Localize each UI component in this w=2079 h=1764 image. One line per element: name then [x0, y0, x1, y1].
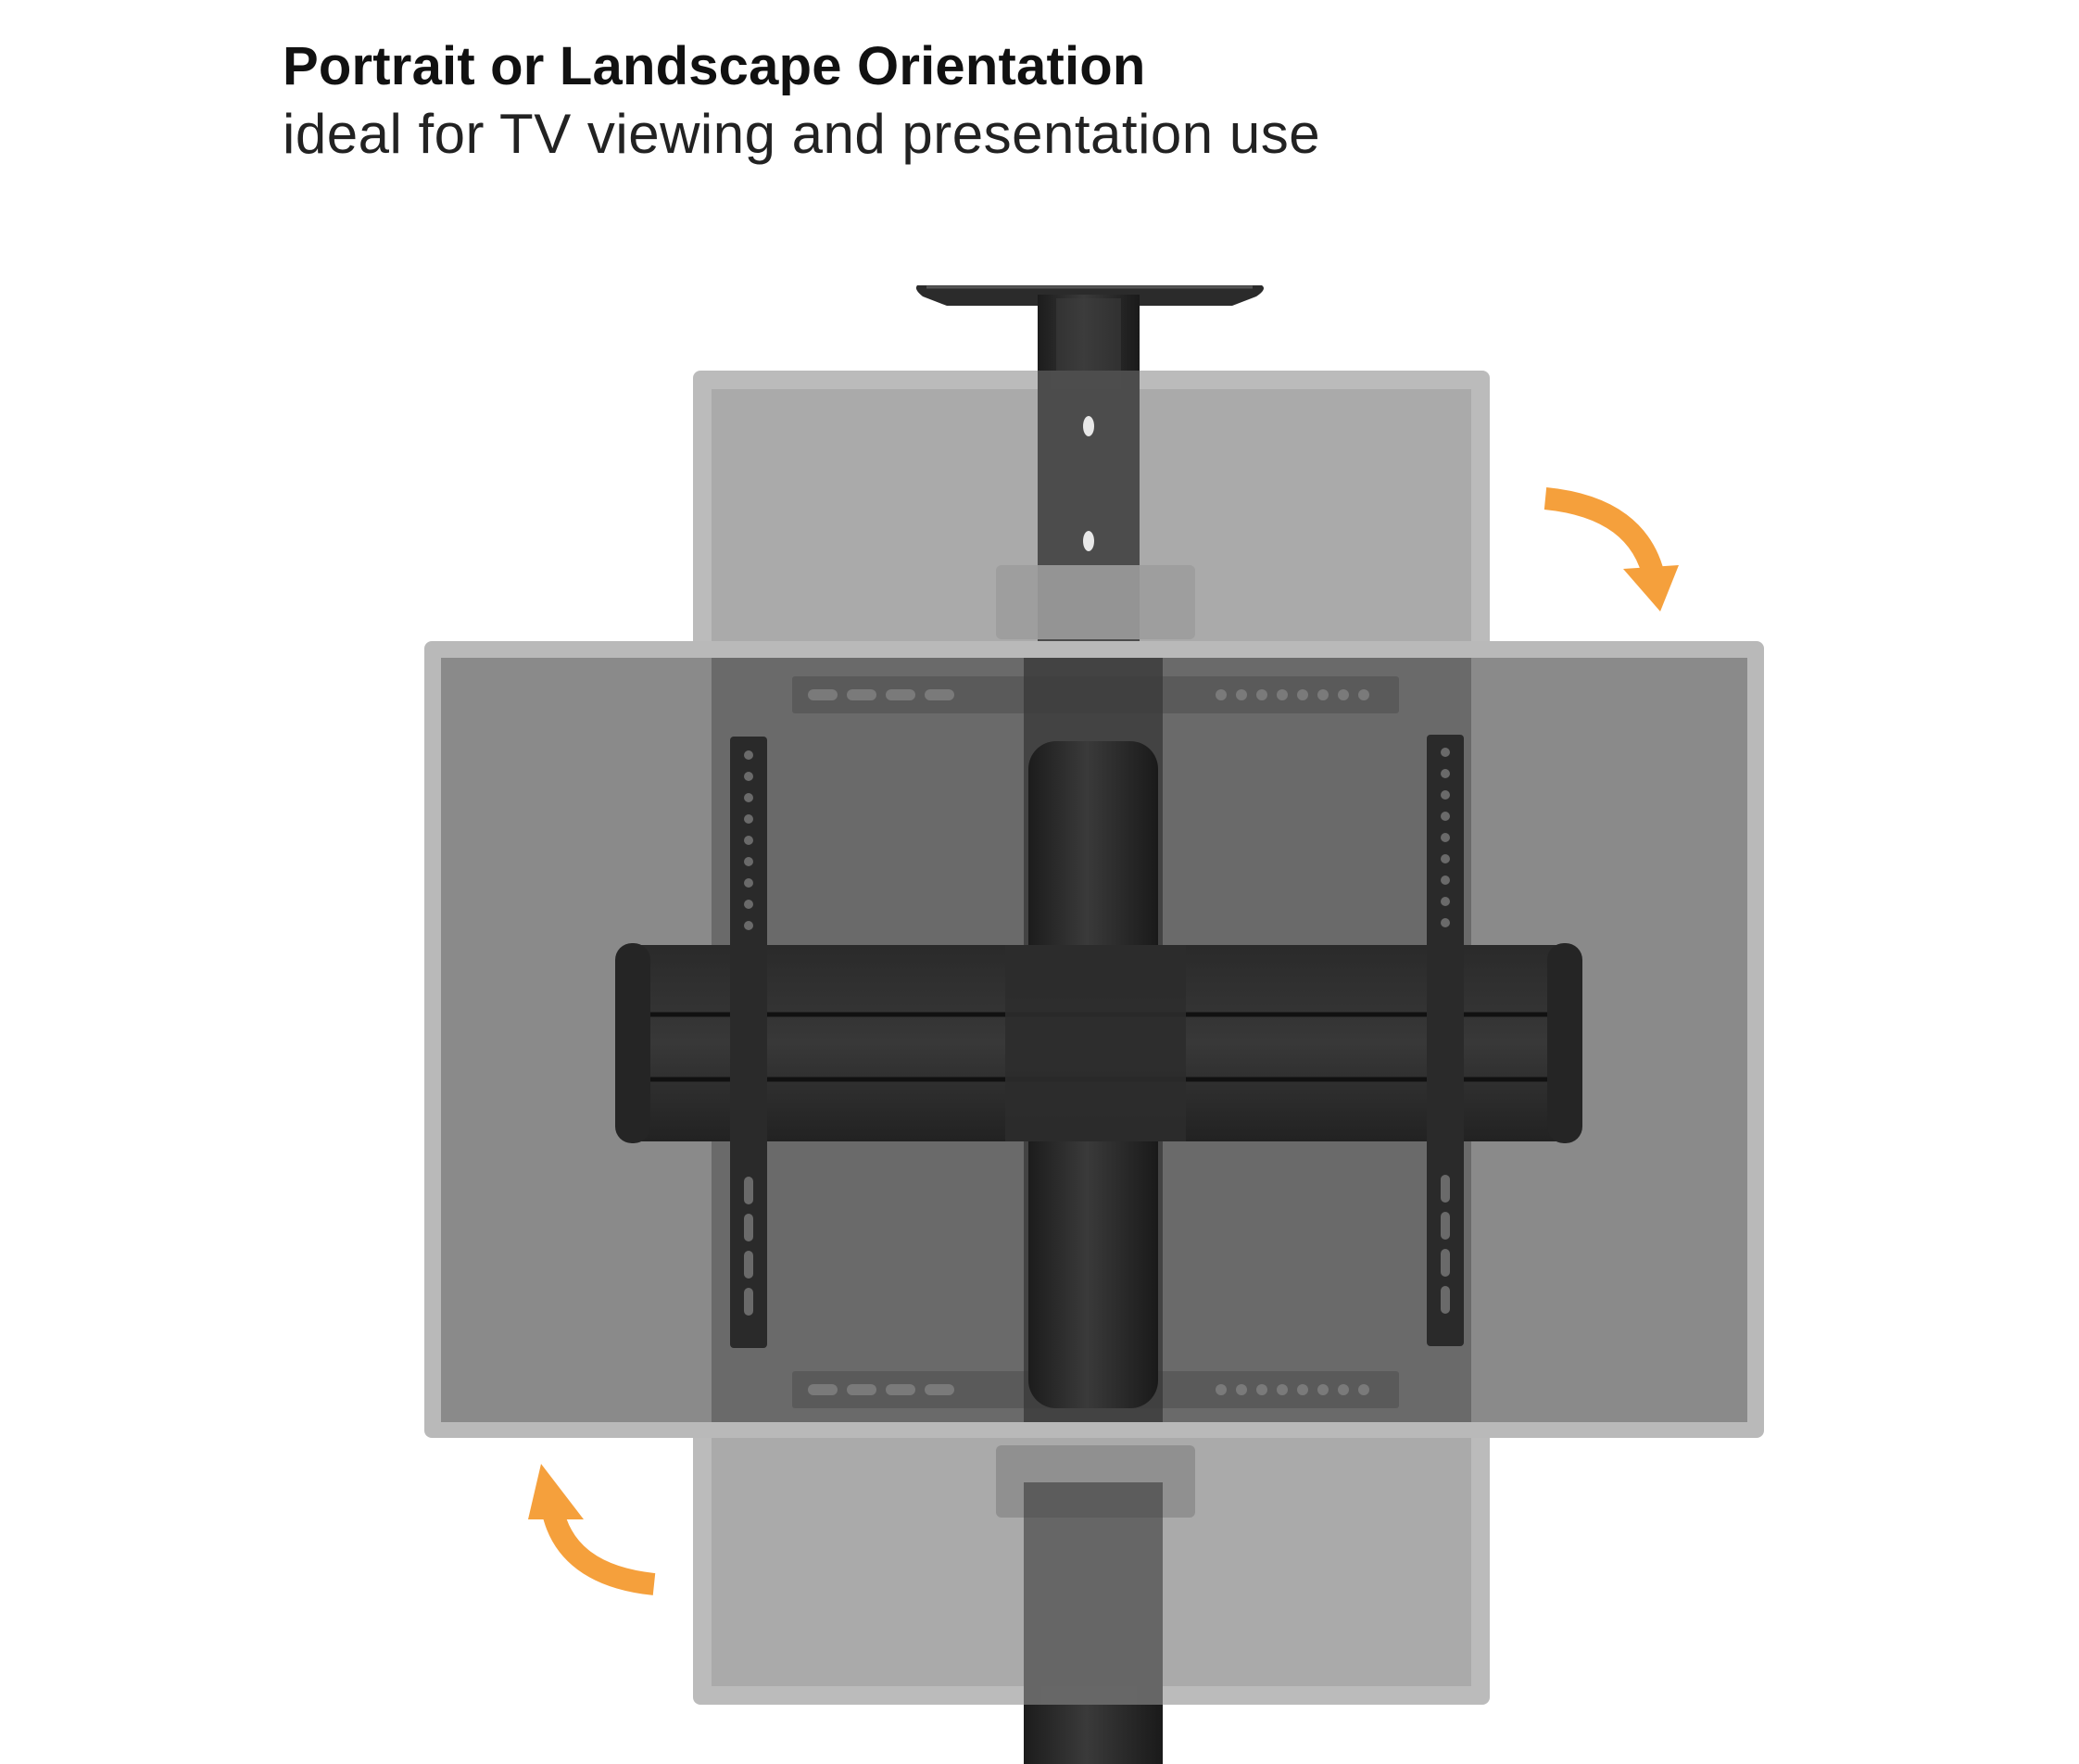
rotate-clockwise-arrow-icon	[1545, 498, 1679, 611]
page-title: Portrait or Landscape Orientation	[283, 36, 1146, 96]
page-subtitle: ideal for TV viewing and presentation use	[283, 103, 1321, 165]
rotate-counterclockwise-arrow-icon	[528, 1464, 654, 1584]
left-vertical-bracket	[730, 737, 767, 1348]
right-vertical-bracket	[1427, 735, 1464, 1346]
